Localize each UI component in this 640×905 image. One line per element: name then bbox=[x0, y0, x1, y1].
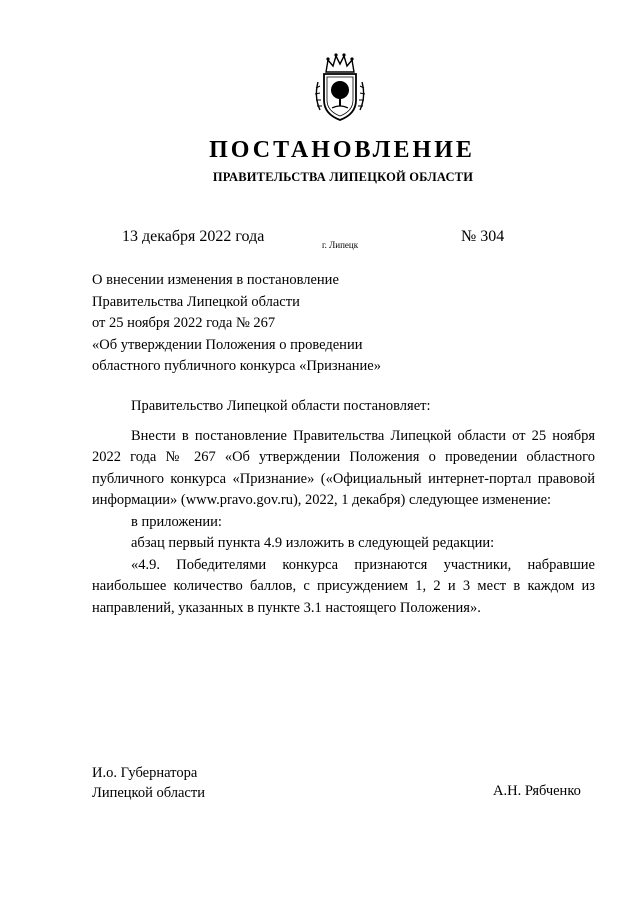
heading-line: областного публичного конкурса «Признание» bbox=[92, 358, 381, 374]
body-paragraph: в приложении: bbox=[131, 513, 222, 530]
body-paragraph: абзац первый пункта 4.9 изложить в следующей редакции: bbox=[131, 535, 495, 551]
body-paragraph: Внести в постановление Правительства Липецкой области от 25 ноября 2022 года № 267 «Об утверждении Положения о проведении областного публичного конкурса «Признание» («Официальный интернет-портал правовой информации» (www.pravo.gov.ru), 2022, 1 декабря) следующее изменение: bbox=[92, 427, 595, 508]
signature-name: А.Н. Рябченко bbox=[493, 783, 581, 799]
document-subtitle: ПРАВИТЕЛЬСТВА ЛИПЕЦКОЙ ОБЛАСТИ bbox=[212, 170, 474, 184]
signature-position-line: Липецкой области bbox=[92, 785, 205, 801]
document-city: г. Липецк bbox=[322, 240, 359, 250]
heading-line: О внесении изменения в постановление bbox=[92, 272, 339, 288]
body-paragraph: Правительство Липецкой области постановляет: bbox=[131, 398, 431, 414]
document-title: ПОСТАНОВЛЕНИЕ bbox=[209, 137, 475, 163]
signature-position bbox=[92, 763, 205, 803]
heading-line: «Об утверждении Положения о проведении bbox=[92, 336, 363, 353]
document-date: 13 декабря 2022 года bbox=[122, 228, 265, 245]
document-number: № 304 bbox=[461, 228, 505, 245]
heading-line: от 25 ноября 2022 года № 267 bbox=[92, 315, 276, 331]
heading-line: Правительства Липецкой области bbox=[92, 293, 300, 310]
coat-of-arms-icon bbox=[312, 52, 368, 124]
document-heading bbox=[92, 270, 422, 378]
document-body bbox=[92, 396, 595, 619]
body-paragraph: «4.9. Победителями конкурса признаются участники, набравшие наибольшее количество баллов, с присуждением 1, 2 и 3 мест в каждом из направлений, указанных в пункте 3.1 настоящего Положения». bbox=[92, 556, 595, 616]
signature-position-line: И.о. Губернатора bbox=[92, 765, 198, 781]
